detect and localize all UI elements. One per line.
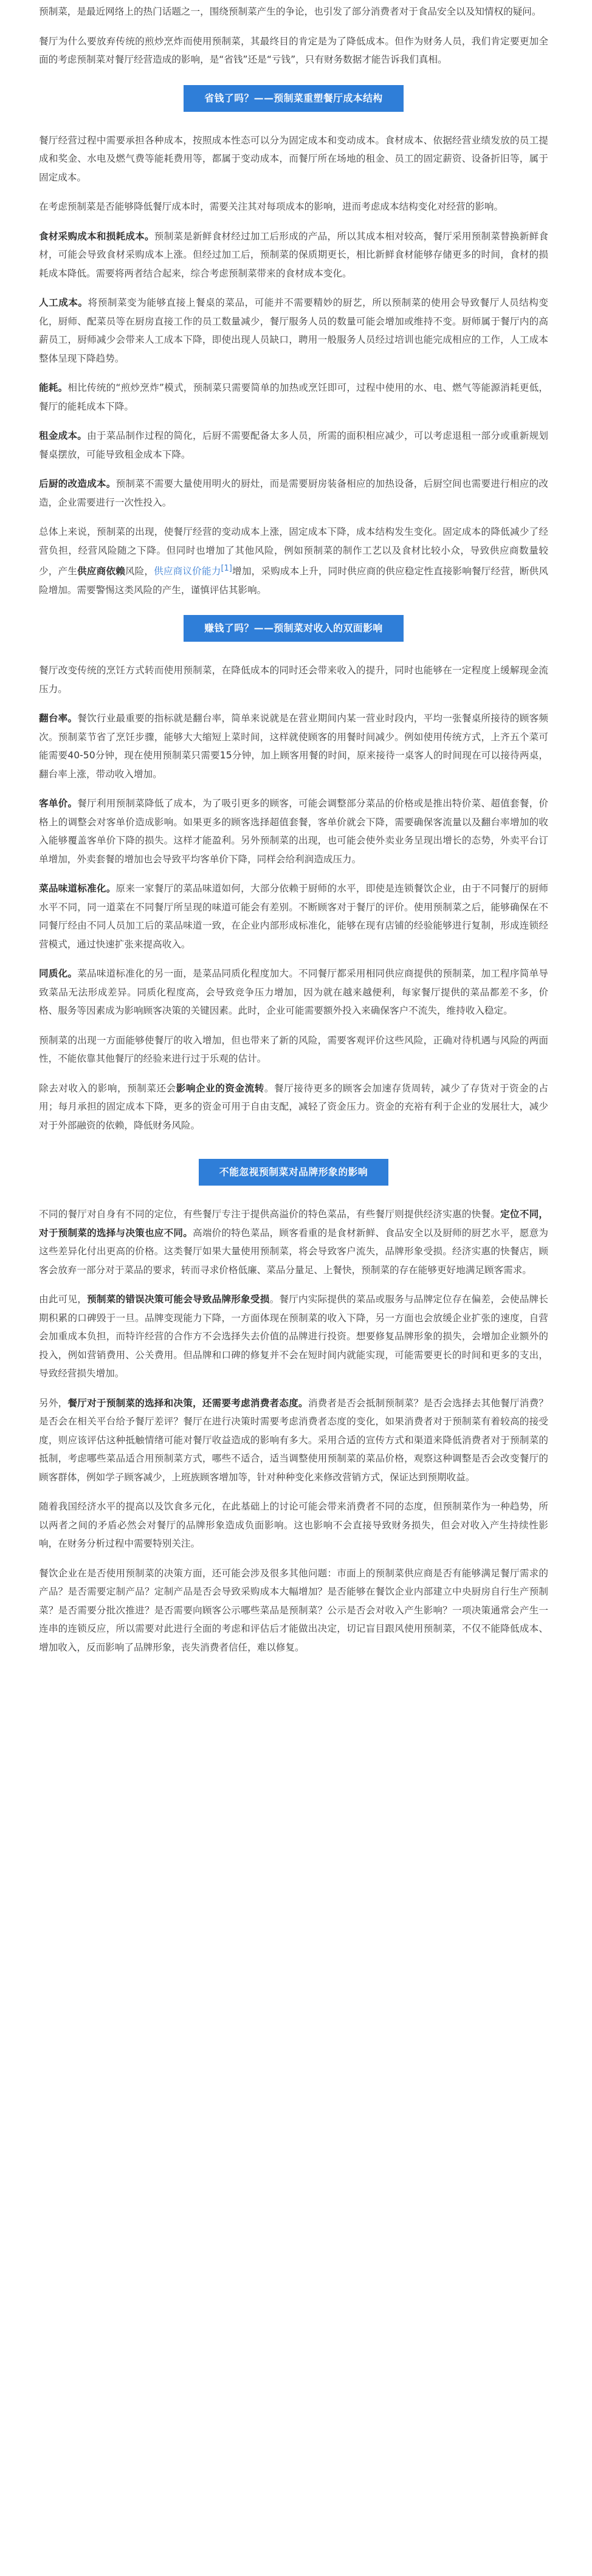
intro-paragraph-2: 餐厅为什么要放弃传统的煎炒烹炸而使用预制菜，其最终目的肯定是为了降低成本。但作为财务人员，我们肯定要更加全面的考虑预制菜对餐厅经营造成的影响，是“省钱”还是“亏钱”，只有财务数据才能告诉我们真相。 xyxy=(39,35,548,65)
food-cost-text: 预制菜是新鲜食材经过加工后形成的产品，所以其成本相对较高，餐厅采用预制菜替换新鲜食材，可能会导致食材采购成本上涨。但经过加工后，预制菜的保质期更长，相比新鲜食材能够存储更多的时间，食材的损耗成本降低。需要将两者结合起来，综合考虑预制菜带来的食材成本变化。 xyxy=(39,230,548,279)
homogenization-text: 菜品味道标准化的另一面，是菜品同质化程度加大。不同餐厅都采用相同供应商提供的预制菜，加工程序简单导致菜品无法形成差异。同质化程度高，会导致竞争压力增加，因为就在越来越便利，每家餐厅提供的菜品都差不多，价格、服务等因素成为影响顾客决策的关键因素。此时，企业可能需要额外投入来确保客户不流失，维持收入稳定。 xyxy=(39,968,548,1017)
positioning-paragraph xyxy=(39,1205,548,1279)
turnover-paragraph xyxy=(39,709,548,783)
cash-flow-highlight: 影响企业的资金流转 xyxy=(176,1082,264,1094)
trend-paragraph: 随着我国经济水平的提高以及饮食多元化，在此基础上的讨论可能会带来消费者不同的态度，但预制菜作为一种趋势，所以两者之间的矛盾必然会对餐厅的品牌形象造成负面影响。这也影响不会直接导致财务损失，但会对收入产生持续性影响，在财务分析过程中需要特别关注。 xyxy=(39,1501,548,1550)
cash-flow-text-a: 除去对收入的影响，预制菜还会 xyxy=(39,1082,176,1094)
section-3-title: 不能忽视预制菜对品牌形象的影响 xyxy=(199,1159,388,1186)
turnover-label: 翻台率。 xyxy=(39,713,78,724)
renovation-text: 预制菜不需要大量使用明火的厨灶，而是需要厨房装备相应的加热设备，后厨空间也需要进行相应的改造，企业需要进行一次性投入。 xyxy=(39,478,548,508)
section-1-title: 省钱了吗？——预制菜重塑餐厅成本结构 xyxy=(184,85,403,112)
energy-paragraph xyxy=(39,379,548,416)
consumer-attitude-text-a: 另外， xyxy=(39,1397,68,1409)
decision-paragraph: 餐饮企业在是否使用预制菜的决策方面，还可能会涉及很多其他问题：市面上的预制菜供应商是否有能够满足餐厅需求的产品？是否需要定制产品？定制产品是否会导致采购成本大幅增加？是否能够在餐饮企业内部建立中央厨房自行生产预制菜？是否需要分批次推进？是否需要向顾客公示哪些菜品是预制菜？公示是否会对收入产生影响？一项决策通常会产生一连串的连锁反应，所以需要对此进行全面的考虑和评估后才能做出决定，切记盲目跟风使用预制菜，不仅不能降低成本、增加收入，反而影响了品牌形象，丧失消费者信任，难以修复。 xyxy=(39,1567,548,1653)
brand-damage-paragraph xyxy=(39,1290,548,1383)
food-cost-label: 食材采购成本和损耗成本。 xyxy=(39,230,154,242)
section-1-paragraph-2: 在考虑预制菜是否能够降低餐厅成本时，需要关注其对每项成本的影响，进而考虑成本结构变化对经营的影响。 xyxy=(39,201,504,212)
section-2-title: 赚钱了吗？——预制菜对收入的双面影响 xyxy=(184,615,403,642)
renovation-label: 后厨的改造成本。 xyxy=(39,478,116,489)
consumer-attitude-paragraph xyxy=(39,1394,548,1487)
homogenization-label: 同质化。 xyxy=(39,968,78,980)
renovation-paragraph xyxy=(39,475,548,512)
energy-label: 能耗。 xyxy=(39,382,68,393)
section-1-summary xyxy=(39,523,548,599)
cash-flow-paragraph xyxy=(39,1079,548,1135)
energy-text: 相比传统的“煎炒烹炸”模式，预制菜只需要简单的加热或烹饪即可，过程中使用的水、电、燃气等能源消耗更低，餐厅的能耗成本下降。 xyxy=(39,382,548,412)
positioning-highlight: 定位不同，对于预制菜的选择与决策也应不同。 xyxy=(39,1209,548,1238)
summary-text-a: 总体上来说，预制菜的出现，使餐厅经营的变动成本上涨，固定成本下降，成本结构发生变化。固定成本的降低减少了经营负担，经营风险随之下降。但同时也增加了其他风险，例如预制菜的制作工艺以及食材比较小众，导致供应商数量较少，产生 xyxy=(39,526,548,577)
homogenization-paragraph xyxy=(39,964,548,1020)
labor-cost-text: 将预制菜变为能够直接上餐桌的菜品，可能并不需要精妙的厨艺，所以预制菜的使用会导致餐厅人员结构变化，厨师、配菜员等在厨房直接工作的员工数量减少，餐厅服务人员的数量可能会增加或维持不变。厨师属于餐厅内的高薪员工，厨师减少会带来人工成本下降，即使出现人员缺口，聘用一般服务人员经过培训也能完成相应的工作，人工成本整体呈现下降趋势。 xyxy=(39,297,548,364)
brand-damage-text-a: 由此可见， xyxy=(39,1294,88,1305)
unit-price-label: 客单价。 xyxy=(39,798,78,809)
section-2-paragraph-1: 餐厅改变传统的烹饪方式转而使用预制菜，在降低成本的同时还会带来收入的提升，同时也能够在一定程度上缓解现金流压力。 xyxy=(39,665,548,695)
unit-price-text: 餐厅利用预制菜降低了成本，为了吸引更多的顾客，可能会调整部分菜品的价格或是推出特价菜、超值套餐，价格上的调整会对客单价造成影响。如果更多的顾客选择超值套餐，客单价就会下降，需要确保客流量以及翻台率增加的收入能够覆盖客单价下降的损失。这样才能盈利。另外预制菜的出现，也可能会使外卖业务呈现出增长的态势，外卖平台订单增加，外卖套餐的增加也会导致平均客单价下降，同样会给利润造成压力。 xyxy=(39,798,548,865)
standardization-text: 原来一家餐厅的菜品味道如何，大部分依赖于厨师的水平，即使是连锁餐饮企业，由于不同餐厅的厨师水平不同，同一道菜在不同餐厅所呈现的味道可能会有差别。不断顾客对于餐厅的评价。使用预制菜之后，能够确保在不同餐厅经由不同人员加工后的菜品味道一致，在企业内部形成标准化，能够在现有店铺的经验能够进行复制，形成连锁经营模式，通过快速扩张来提高收入。 xyxy=(39,883,548,950)
section-2-header xyxy=(39,615,548,642)
section-1-header xyxy=(39,85,548,112)
food-cost-paragraph xyxy=(39,227,548,283)
unit-price-paragraph xyxy=(39,794,548,868)
rent-paragraph xyxy=(39,427,548,464)
positioning-text-b: 高端价的特色菜品，顾客看重的是食材新鲜、食品安全以及厨师的厨艺水平，愿意为这些差异化付出更高的价格。这类餐厅如果大量使用预制菜，将会导致客户流失，品牌形象受损。经济实惠的快餐店，顾客会放弃一部分对于菜品的要求，转而寻求价格低廉、菜品分量足、上餐快，预制菜的存在能够更好地满足顾客需求。 xyxy=(39,1227,548,1276)
rent-text: 由于菜品制作过程的简化，后厨不需要配备太多人员，所需的面积相应减少，可以考虑退租一部分或重新规划餐桌摆放，可能导致租金成本下降。 xyxy=(39,430,548,460)
consumer-attitude-text-b: 消费者是否会抵制预制菜？是否会选择去其他餐厅消费？是否会在相关平台给予餐厅差评？餐厅在进行决策时需要考虑消费者态度的变化，如果消费者对于预制菜有着较高的接受度，则应该评估这种抵触情绪可能对餐厅收益造成的影响有多大。采用合适的宣传方式和渠道来降低消费者对于预制菜的抵制，考虑哪些菜品适合用预制菜方式，哪些不适合，适当调整使用预制菜的菜品价格，观察这种调整是否会改变餐厅的顾客群体，例如学子顾客减少，上班族顾客增加等，针对种种变化来修改营销方式，保证达到预期收益。 xyxy=(39,1397,548,1483)
supplier-dependency-highlight: 供应商依赖 xyxy=(77,566,125,577)
summary-text-c: 增加，采购成本上升，同时供应商的供应稳定性直接影响餐厅经营，断供风险增加。需要警惕这类风险的产生，谨慎评估其影响。 xyxy=(39,566,548,596)
standardization-paragraph xyxy=(39,879,548,953)
turnover-text: 餐饮行业最重要的指标就是翻台率，简单来说就是在营业期间内某一营业时段内，平均一张餐桌所接待的顾客频次。预制菜节省了烹饪步骤，能够大大缩短上菜时间，这样就使顾客的用餐时间减少。例如使用传统方式，上齐五个菜可能需要40-50分钟，现在使用预制菜只需要15分钟，加上顾客用餐的时间，原来接待一桌客人的时间现在可以接待两桌，翻台率上涨，带动收入增加。 xyxy=(39,713,548,780)
cash-flow-text-b: 。餐厅接待更多的顾客会加速存货周转，减少了存货对于资金的占用；每月承担的固定成本下降，更多的资金可用于自由支配，减轻了资金压力。资金的充裕有利于企业的发展壮大，减少对于外部融资的依赖，降低财务风险。 xyxy=(39,1082,548,1131)
intro-paragraph-1: 预制菜，是最近网络上的热门话题之一，围绕预制菜产生的争论，也引发了部分消费者对于食品安全以及知情权的疑问。 xyxy=(39,6,542,17)
rent-label: 租金成本。 xyxy=(39,430,88,441)
brand-damage-text-b: 。餐厅内实际提供的菜品或服务与品牌定位存在偏差，会使品牌长期积累的口碑毁于一旦。品牌变现能力下降，一方面体现在预制菜的收入下降，另一方面也会放缓企业扩张的速度，自营会加重成本负担，而特许经营的合作方不会选择失去价值的品牌进行投资。想要修复品牌形象的损失，会增加企业额外的投入，例如营销费用、公关费用。但品牌和口碑的修复并不会在短时间内就能实现，可能需要更长的时间和更多的支出，导致经营损失增加。 xyxy=(39,1294,548,1379)
supplier-bargaining-link[interactable]: 供应商议价能力 xyxy=(154,566,221,577)
summary-text-b: 风险， xyxy=(125,566,154,577)
section-1-paragraph-1: 餐厅经营过程中需要承担各种成本，按照成本性态可以分为固定成本和变动成本。食材成本、依据经营业绩发放的员工提成和奖金、水电及燃气费等能耗费用等，都属于变动成本，而餐厅所在场地的租金、员工的固定薪资、设备折旧等，属于固定成本。 xyxy=(39,134,548,183)
positioning-text-a: 不同的餐厅对自身有不同的定位，有些餐厅专注于提供高溢价的特色菜品，有些餐厅则提供经济实惠的快餐。 xyxy=(39,1209,501,1220)
consumer-attitude-highlight: 餐厅对于预制菜的选择和决策，还需要考虑消费者态度。 xyxy=(67,1397,308,1409)
labor-cost-label: 人工成本。 xyxy=(39,297,88,308)
standardization-label: 菜品味道标准化。 xyxy=(39,883,116,895)
footnote-ref-1[interactable]: [1] xyxy=(221,564,232,573)
balance-paragraph: 预制菜的出现一方面能够使餐厅的收入增加，但也带来了新的风险，需要客观评价这些风险，正确对待机遇与风险的两面性，不能依靠其他餐厅的经验来进行过于乐观的估计。 xyxy=(39,1034,548,1065)
labor-cost-paragraph xyxy=(39,294,548,368)
article xyxy=(0,2,592,1657)
section-3-header xyxy=(39,1159,548,1186)
brand-damage-highlight: 预制菜的错误决策可能会导致品牌形象受损 xyxy=(87,1294,270,1305)
